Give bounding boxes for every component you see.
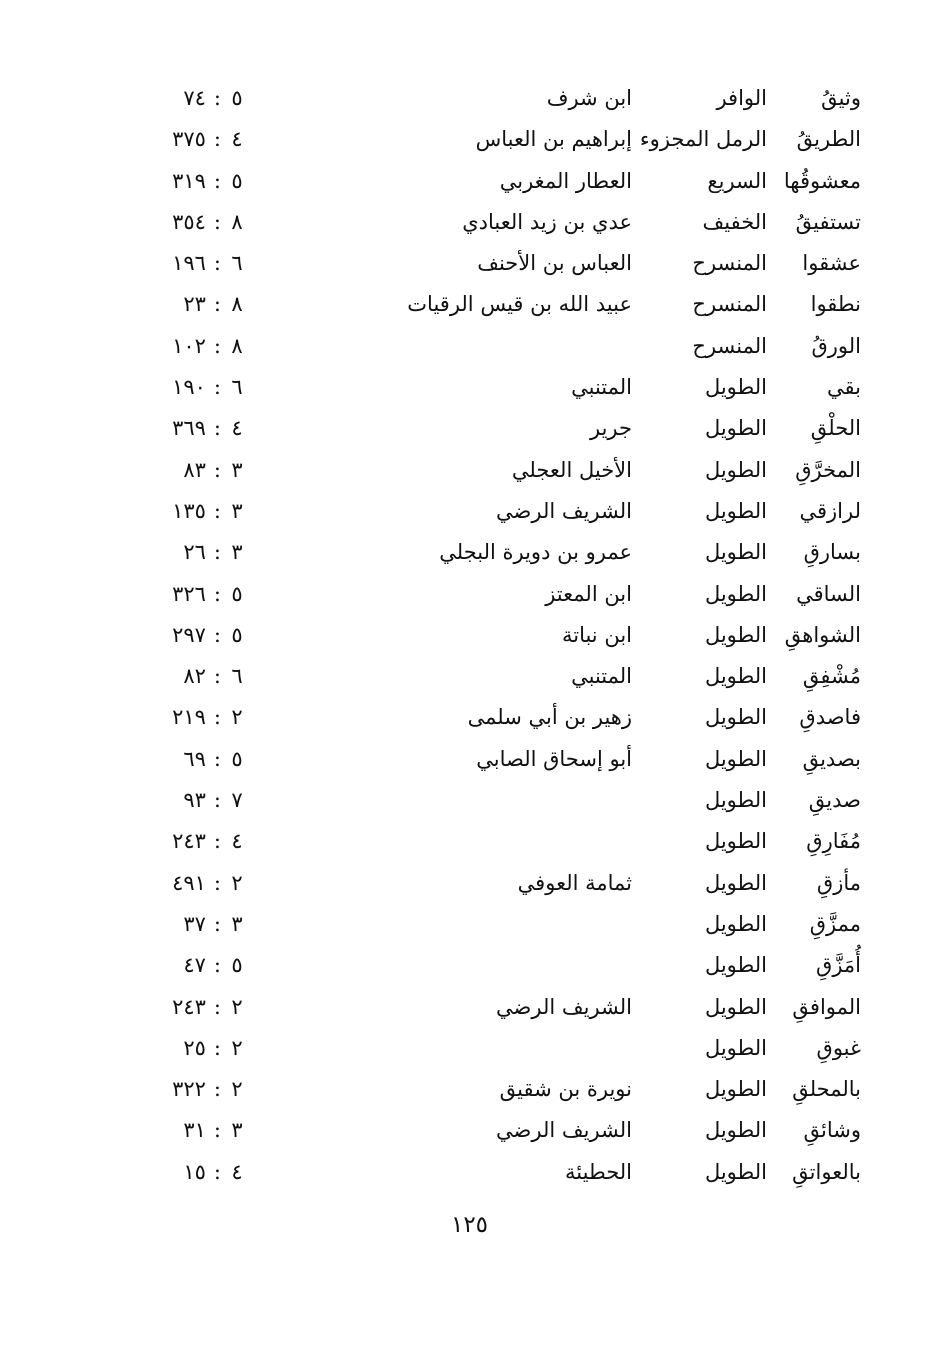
poetic-meter: الطويل	[704, 581, 767, 606]
page-ref: ١٩٦	[172, 251, 206, 276]
volume-ref: ٥	[231, 953, 243, 978]
index-row	[0, 367, 939, 408]
volume-ref: ٣	[231, 540, 243, 565]
poetic-meter: المنسرح	[692, 251, 767, 276]
index-row	[0, 574, 939, 615]
poet-name: جرير	[590, 416, 632, 441]
volume-page-reference	[150, 821, 245, 862]
ref-separator: :	[213, 333, 221, 358]
ref-separator: :	[213, 209, 221, 234]
index-row	[0, 532, 939, 573]
volume-ref: ٤	[231, 416, 243, 441]
rhyme-word: بصديقِ	[802, 746, 861, 771]
ref-separator: :	[213, 251, 221, 276]
index-row	[0, 697, 939, 738]
poetic-meter: الطويل	[704, 498, 767, 523]
poet-name: الشريف الرضي	[496, 1118, 632, 1143]
volume-page-reference	[150, 532, 245, 573]
ref-separator: :	[213, 1035, 221, 1060]
volume-page-reference	[150, 408, 245, 449]
poet-name: ابن المعتز	[545, 581, 632, 606]
volume-page-reference	[150, 119, 245, 160]
poetic-meter: الرمل المجزوء	[639, 127, 767, 152]
volume-ref: ٦	[231, 375, 243, 400]
volume-page-reference	[150, 243, 245, 284]
page-ref: ٣٧	[183, 911, 206, 936]
volume-page-reference	[150, 904, 245, 945]
page-ref: ١٣٥	[172, 498, 206, 523]
poetic-meter: المنسرح	[692, 292, 767, 317]
page-ref: ٨٣	[183, 457, 206, 482]
index-row	[0, 945, 939, 986]
ref-separator: :	[213, 416, 221, 441]
page-ref: ٢١٩	[172, 705, 206, 730]
ref-separator: :	[213, 870, 221, 895]
poet-name: ثمامة العوفي	[517, 870, 632, 895]
page-ref: ٤٧	[183, 953, 206, 978]
page-ref: ٧٤	[183, 86, 206, 110]
poet-name: المتنبي	[571, 664, 632, 689]
rhyme-word: مُشْفِقِ	[802, 664, 861, 689]
rhyme-word: أُمَزَّقِ	[816, 953, 861, 978]
poet-name: إبراهيم بن العباس	[475, 127, 632, 152]
ref-separator: :	[213, 953, 221, 978]
poetic-meter: الطويل	[704, 457, 767, 482]
rhyme-word: بالمحلقِ	[792, 1077, 861, 1102]
index-row	[0, 656, 939, 697]
poetic-meter: الطويل	[704, 375, 767, 400]
ref-separator: :	[213, 829, 221, 854]
volume-ref: ٧	[231, 788, 243, 813]
rhyme-word: الشواهقِ	[784, 622, 861, 647]
volume-ref: ٢	[231, 994, 243, 1019]
ref-separator: :	[213, 746, 221, 771]
volume-page-reference	[150, 863, 245, 904]
index-row	[0, 863, 939, 904]
rhyme-word: ممزَّقِ	[809, 911, 861, 936]
index-row	[0, 821, 939, 862]
poet-name: الحطيئة	[565, 1159, 632, 1184]
index-row	[0, 326, 939, 367]
poet-name: زهير بن أبي سلمى	[467, 705, 632, 730]
page-ref: ٣٧٥	[172, 127, 206, 152]
index-row	[0, 450, 939, 491]
volume-ref: ٤	[231, 829, 243, 854]
poet-name: عمرو بن دويرة البجلي	[439, 540, 632, 565]
rhyme-word: الطريقُ	[796, 127, 861, 152]
index-row	[0, 161, 939, 202]
poet-name: ابن نباتة	[561, 622, 632, 647]
poet-name: العطار المغربي	[499, 168, 632, 193]
index-row	[0, 1028, 939, 1069]
index-row	[0, 202, 939, 243]
volume-page-reference	[150, 367, 245, 408]
poetic-meter: المنسرح	[692, 333, 767, 358]
ref-separator: :	[213, 581, 221, 606]
ref-separator: :	[213, 788, 221, 813]
volume-page-reference	[150, 615, 245, 656]
ref-separator: :	[213, 540, 221, 565]
page-ref: ٢٣	[183, 292, 206, 317]
page-ref: ٣١	[183, 1118, 206, 1143]
rhyme-word: فاصدقِ	[799, 705, 861, 730]
rhyme-word: تستفيقُ	[795, 209, 861, 234]
index-row	[0, 408, 939, 449]
rhyme-word: لرازقي	[799, 498, 861, 523]
rhyme-word: بقي	[827, 375, 861, 400]
volume-ref: ٢	[231, 870, 243, 895]
rhyme-word: بسارقِ	[803, 540, 861, 565]
volume-page-reference	[150, 326, 245, 367]
index-row	[0, 1152, 939, 1193]
volume-page-reference	[150, 945, 245, 986]
index-row	[0, 119, 939, 160]
volume-page-reference	[150, 161, 245, 202]
poetic-meter: الطويل	[704, 994, 767, 1019]
page-ref: ٣٦٩	[172, 416, 206, 441]
volume-page-reference	[150, 491, 245, 532]
ref-separator: :	[213, 168, 221, 193]
ref-separator: :	[213, 1118, 221, 1143]
index-row	[0, 78, 939, 119]
poetic-meter: الطويل	[704, 416, 767, 441]
rhyme-word: وشائقِ	[803, 1118, 861, 1143]
rhyme-word: الساقي	[796, 581, 861, 606]
volume-ref: ٨	[231, 292, 243, 317]
rhyme-word: نطقوا	[810, 292, 861, 317]
poetic-meter: الطويل	[704, 1118, 767, 1143]
volume-ref: ٦	[231, 664, 243, 689]
poetic-meter: الطويل	[704, 705, 767, 730]
volume-ref: ٢	[231, 1077, 243, 1102]
page-ref: ٢٤٣	[172, 829, 206, 854]
poetic-meter: الطويل	[704, 1159, 767, 1184]
rhyme-word: صديقِ	[808, 788, 861, 813]
poetic-meter: الطويل	[704, 746, 767, 771]
volume-ref: ٥	[231, 168, 243, 193]
volume-page-reference	[150, 1110, 245, 1151]
volume-ref: ٣	[231, 498, 243, 523]
rhyme-word: مأزقِ	[816, 870, 861, 895]
page-number: ١٢٥	[450, 1212, 489, 1238]
poetic-meter: الطويل	[704, 1035, 767, 1060]
volume-page-reference	[150, 78, 245, 119]
poet-name: عبيد الله بن قيس الرقيات	[407, 292, 632, 317]
poet-name: نويرة بن شقيق	[499, 1077, 632, 1102]
volume-page-reference	[150, 1152, 245, 1193]
poetic-meter: الطويل	[704, 788, 767, 813]
volume-page-reference	[150, 202, 245, 243]
poetic-meter: الطويل	[704, 664, 767, 689]
poetic-meter: الوافر	[716, 86, 767, 110]
volume-ref: ٥	[231, 746, 243, 771]
index-row	[0, 904, 939, 945]
ref-separator: :	[213, 622, 221, 647]
rhyme-word: مُفَارِقِ	[806, 829, 861, 854]
page-ref: ٢٩٧	[172, 622, 206, 647]
volume-page-reference	[150, 987, 245, 1028]
index-row	[0, 1069, 939, 1110]
page-ref: ٩٣	[183, 788, 206, 813]
poetic-meter: الطويل	[704, 870, 767, 895]
index-row	[0, 284, 939, 325]
volume-ref: ٥	[231, 581, 243, 606]
rhyme-word: معشوقُها	[783, 168, 861, 193]
rhyme-word: الورقُ	[811, 333, 861, 358]
volume-page-reference	[150, 1069, 245, 1110]
rhyme-word: بالعواتقِ	[792, 1159, 861, 1184]
ref-separator: :	[213, 1077, 221, 1102]
page-ref: ٤٩١	[172, 870, 206, 895]
poet-name: الشريف الرضي	[496, 498, 632, 523]
volume-page-reference	[150, 574, 245, 615]
poet-name: الأخيل العجلي	[511, 457, 632, 482]
poet-name: الشريف الرضي	[496, 994, 632, 1019]
volume-ref: ٢	[231, 705, 243, 730]
page-ref: ٨٢	[183, 664, 206, 689]
page-ref: ٢٦	[183, 540, 206, 565]
ref-separator: :	[213, 457, 221, 482]
volume-page-reference	[150, 697, 245, 738]
poetry-index-table	[0, 78, 939, 1193]
index-row	[0, 780, 939, 821]
ref-separator: :	[213, 705, 221, 730]
index-row	[0, 491, 939, 532]
poetic-meter: السريع	[707, 168, 767, 193]
volume-page-reference	[150, 284, 245, 325]
page-ref: ٢٥	[183, 1035, 206, 1060]
page-ref: ٣١٩	[172, 168, 206, 193]
poet-name: المتنبي	[571, 375, 632, 400]
volume-ref: ٨	[231, 209, 243, 234]
volume-ref: ٤	[231, 1159, 243, 1184]
volume-ref: ٤	[231, 127, 243, 152]
ref-separator: :	[213, 292, 221, 317]
index-row	[0, 987, 939, 1028]
page-ref: ١٥	[183, 1159, 206, 1184]
ref-separator: :	[213, 127, 221, 152]
volume-page-reference	[150, 656, 245, 697]
rhyme-word: الحلْقِ	[810, 416, 861, 441]
poetic-meter: الطويل	[704, 829, 767, 854]
volume-ref: ٣	[231, 1118, 243, 1143]
volume-page-reference	[150, 739, 245, 780]
volume-ref: ٨	[231, 333, 243, 358]
page-ref: ٣٢٦	[172, 581, 206, 606]
volume-page-reference	[150, 1028, 245, 1069]
rhyme-word: وثيقُ	[821, 86, 861, 110]
ref-separator: :	[213, 1159, 221, 1184]
poet-name: أبو إسحاق الصابي	[476, 746, 632, 771]
page-ref: ٦٩	[183, 746, 206, 771]
ref-separator: :	[213, 375, 221, 400]
poetic-meter: الطويل	[704, 1077, 767, 1102]
rhyme-word: عشقوا	[802, 251, 861, 276]
ref-separator: :	[213, 664, 221, 689]
page-ref: ٣٢٢	[172, 1077, 206, 1102]
volume-ref: ٣	[231, 457, 243, 482]
rhyme-word: الموافقِ	[792, 994, 861, 1019]
page-ref: ١٠٢	[172, 333, 206, 358]
volume-ref: ٢	[231, 1035, 243, 1060]
page-ref: ١٩٠	[172, 375, 206, 400]
poet-name: ابن شرف	[546, 86, 632, 110]
poetic-meter: الطويل	[704, 622, 767, 647]
rhyme-word: غبوقِ	[816, 1035, 861, 1060]
volume-ref: ٥	[231, 622, 243, 647]
ref-separator: :	[213, 498, 221, 523]
page-ref: ٣٥٤	[172, 209, 206, 234]
ref-separator: :	[213, 994, 221, 1019]
page-ref: ٢٤٣	[172, 994, 206, 1019]
volume-page-reference	[150, 780, 245, 821]
index-row	[0, 243, 939, 284]
index-row	[0, 1110, 939, 1151]
index-row	[0, 615, 939, 656]
volume-ref: ٦	[231, 251, 243, 276]
poetic-meter: الطويل	[704, 540, 767, 565]
poet-name: عدي بن زيد العبادي	[462, 209, 632, 234]
volume-ref: ٥	[231, 86, 243, 110]
poetic-meter: الطويل	[704, 953, 767, 978]
poetic-meter: الخفيف	[702, 209, 767, 234]
index-row	[0, 739, 939, 780]
ref-separator: :	[213, 911, 221, 936]
poet-name: العباس بن الأحنف	[477, 251, 632, 276]
poetic-meter: الطويل	[704, 911, 767, 936]
volume-ref: ٣	[231, 911, 243, 936]
volume-page-reference	[150, 450, 245, 491]
rhyme-word: المخرَّقِ	[795, 457, 861, 482]
ref-separator: :	[213, 86, 221, 110]
